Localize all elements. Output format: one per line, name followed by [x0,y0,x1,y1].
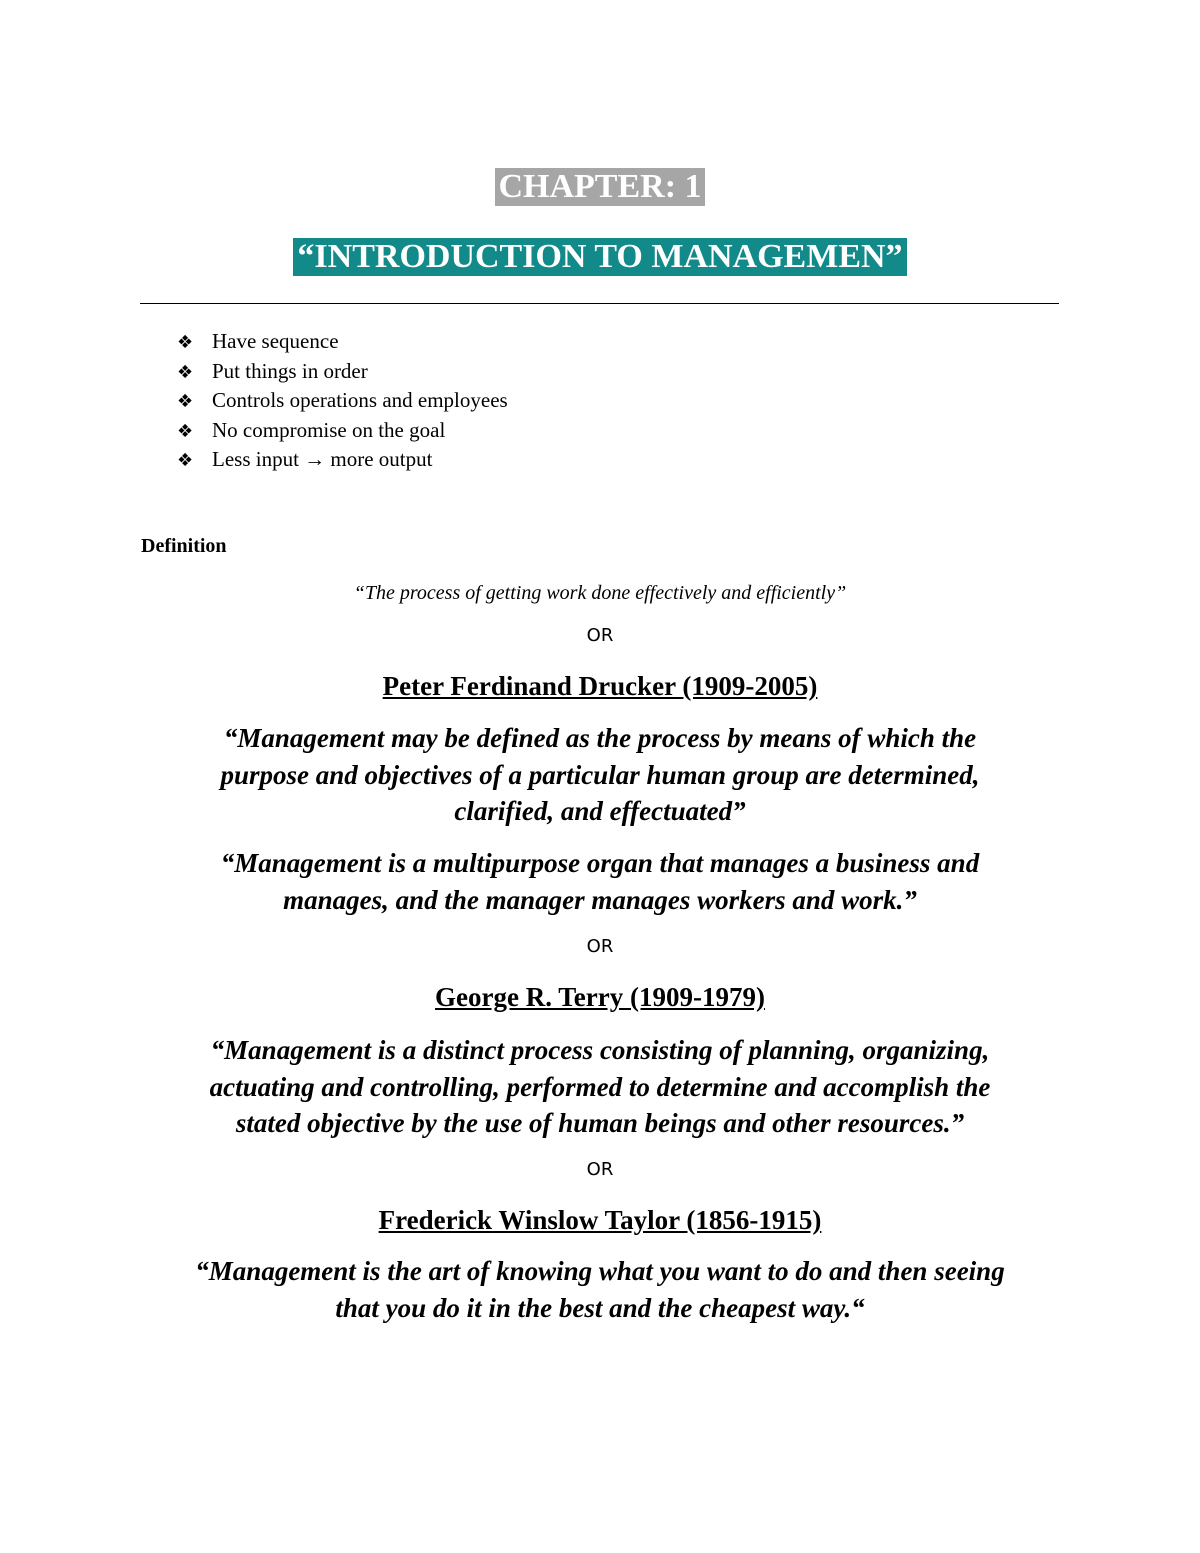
chapter-label: CHAPTER: 1 [495,168,704,206]
author-heading: Frederick Winslow Taylor (1856-1915) [378,1205,822,1235]
quote-line: that you do it in the best and the cheapest way.“ [335,1292,865,1323]
list-item-text: Put things in order [212,358,368,383]
or-separator: OR [586,936,614,957]
quote-line: stated objective by the use of human beings and other resources.” [235,1108,965,1138]
author-quote [150,1032,1050,1142]
diamond-bullet-icon: ❖ [177,450,194,471]
title-divider [140,303,1059,304]
author-quote [150,845,1050,918]
quote-line: “Management is the art of knowing what you want to do and then seeing [195,1256,1005,1286]
list-item [177,386,508,416]
author-quote [150,720,1050,830]
or-separator: OR [586,1159,614,1180]
quote-line: “Management is a multipurpose organ that manages a business and [220,848,980,878]
author-quote [120,1253,1080,1326]
quote-line: “Management may be defined as the process by means of which the [223,723,977,753]
author-heading-row [0,1204,1200,1236]
list-item-text: Have sequence [212,329,339,353]
quote-line: manages, and the manager manages workers and work.” [283,884,917,915]
list-item-text: Less input → more output [212,447,433,471]
chapter-title: “INTRODUCTION TO MANAGEMEN” [293,238,906,276]
list-item [177,416,508,446]
quote-line: actuating and controlling, performed to determine and accomplish the [209,1071,991,1102]
chapter-title-row [0,238,1200,276]
chapter-label-row [0,168,1200,206]
definition-heading: Definition [141,535,227,557]
quote-line: “Management is a distinct process consisting of planning, organizing, [210,1035,990,1065]
list-item [177,445,508,475]
list-item-text: Controls operations and employees [212,388,508,412]
author-heading-row [0,670,1200,702]
diamond-bullet-icon: ❖ [177,391,194,412]
definition-quote: “The process of getting work done effectively and efficiently” [353,582,847,604]
quote-line: clarified, and effectuated” [454,796,746,826]
feature-list [177,327,508,475]
quote-line: purpose and objectives of a particular human group are determined, [220,759,980,790]
or-separator: OR [586,625,614,646]
list-item-text: No compromise on the goal [212,417,446,442]
list-item [177,357,508,387]
author-heading: Peter Ferdinand Drucker (1909-2005) [382,671,818,701]
list-item [177,327,508,357]
author-heading: George R. Terry (1909-1979) [435,982,765,1012]
diamond-bullet-icon: ❖ [177,420,194,442]
diamond-bullet-icon: ❖ [177,332,194,353]
diamond-bullet-icon: ❖ [177,361,194,383]
author-heading-row [0,981,1200,1013]
